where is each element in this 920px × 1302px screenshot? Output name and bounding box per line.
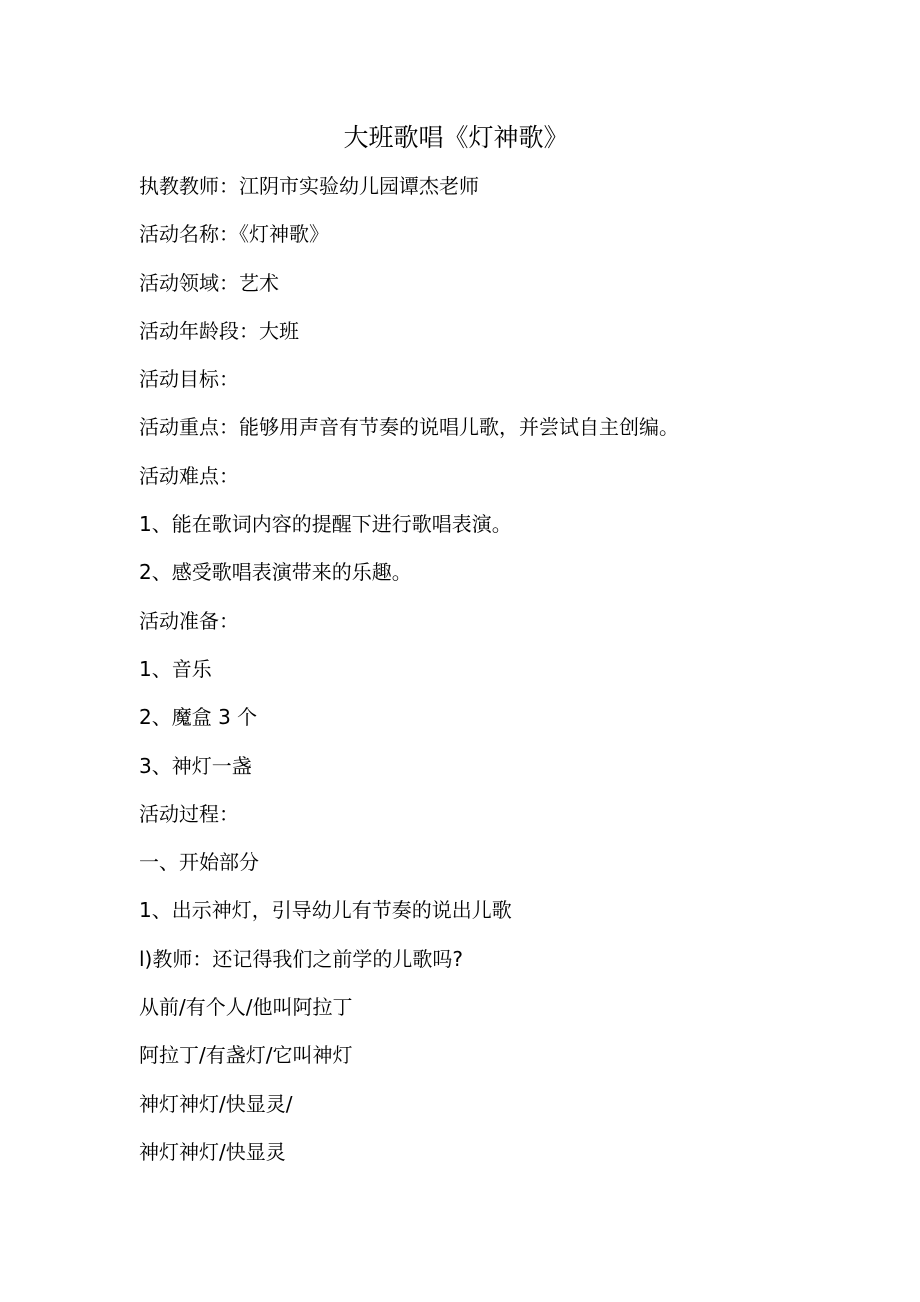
line-difficulty-1: 1、能在歌词内容的提醒下进行歌唱表演。 [139, 512, 512, 537]
line-activity-name: 活动名称：《灯神歌》 [139, 222, 329, 247]
line-process-heading: 活动过程： [139, 801, 239, 826]
line-teacher: 执教教师：江阴市实验幼儿园谭杰老师 [139, 174, 479, 198]
document-body [139, 167, 879, 1181]
line-key-point: 活动重点：能够用声音有节奏的说唱儿歌，并尝试自主创编。 [139, 415, 679, 440]
document-title: 大班歌唱《灯神歌》 [343, 123, 569, 152]
line-lyric-1: 从前/有个人/他叫阿拉丁 [139, 995, 353, 1020]
line-difficulty-2: 2、感受歌唱表演带来的乐趣。 [139, 560, 412, 585]
line-lyric-4: 神灯神灯/快显灵 [139, 1139, 286, 1164]
line-lyric-2: 阿拉丁/有盏灯/它叫神灯 [139, 1043, 353, 1068]
line-lyric-3: 神灯神灯/快显灵/ [139, 1091, 293, 1116]
line-section-start: 一、开始部分 [139, 850, 259, 875]
line-activity-field: 活动领域：艺术 [139, 270, 279, 295]
line-goals-heading: 活动目标： [139, 367, 239, 392]
line-teacher-question: l)教师：还记得我们之前学的儿歌吗? [139, 946, 463, 971]
line-preparation-3: 3、神灯一盏 [139, 753, 252, 778]
line-preparation-2: 2、魔盒 3 个 [139, 705, 258, 730]
line-step-1: 1、出示神灯，引导幼儿有节奏的说出儿歌 [139, 898, 512, 923]
line-preparation-heading: 活动准备： [139, 608, 239, 633]
line-difficulty-heading: 活动难点： [139, 463, 239, 488]
line-age-group: 活动年龄段：大班 [139, 318, 299, 343]
line-preparation-1: 1、音乐 [139, 656, 212, 681]
